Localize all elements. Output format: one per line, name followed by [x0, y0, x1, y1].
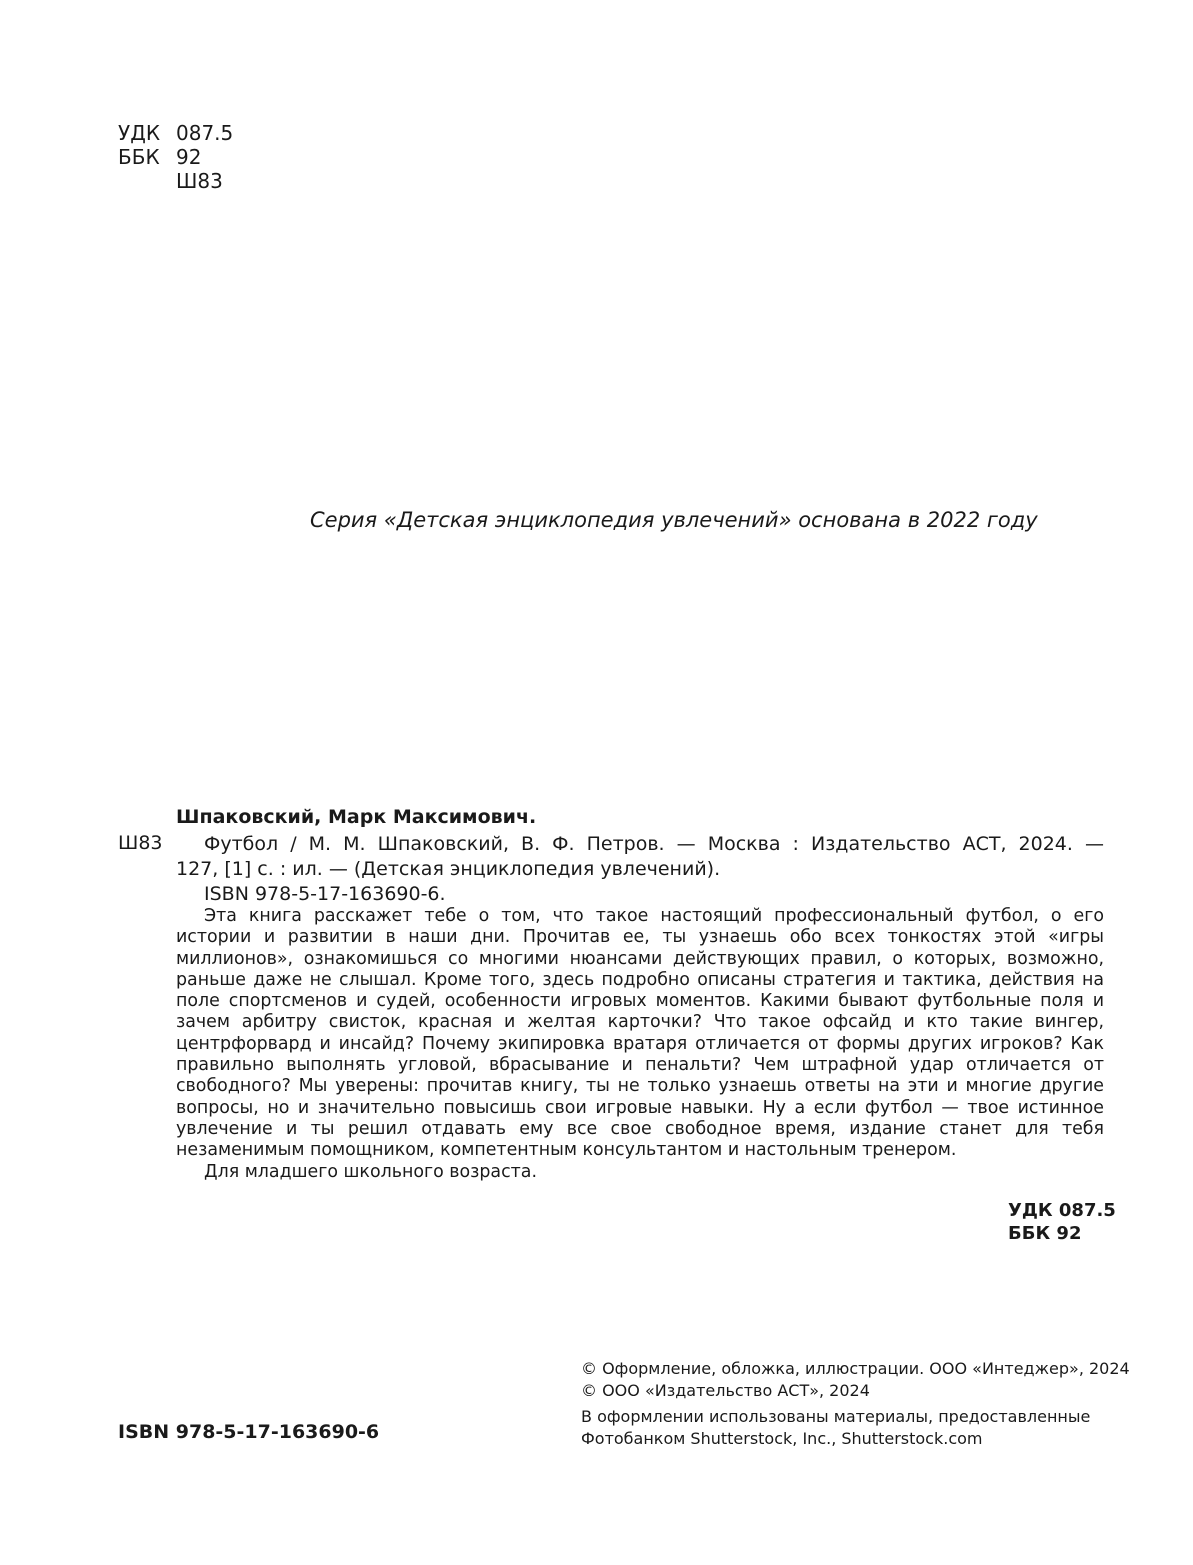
udk-row [118, 121, 233, 145]
bbk-value: 92 [176, 145, 202, 169]
author-mark-row [118, 169, 233, 193]
copyright-line-2: © ООО «Издательство АСТ», 2024 [581, 1381, 870, 1400]
isbn-line: ISBN 978-5-17-163690-6. [204, 883, 446, 905]
udk-label: УДК [118, 121, 161, 145]
author-mark-top: Ш83 [176, 169, 223, 193]
udk-value: 087.5 [176, 121, 234, 145]
author-mark: Ш83 [118, 832, 163, 854]
bbk-bottom: ББК 92 [1008, 1223, 1082, 1244]
copyright-block [581, 1358, 1130, 1450]
bibliographic-description [176, 832, 1104, 907]
copyright-line-1: © Оформление, обложка, иллюстрации. ООО «Интеджер», 2024 [581, 1359, 1130, 1378]
audience-note: Для младшего школьного возраста. [204, 1161, 537, 1182]
isbn-bottom: ISBN 978-5-17-163690-6 [118, 1421, 380, 1443]
copyright-line-3: В оформлении использованы материалы, предоставленные [581, 1407, 1091, 1426]
annotation-text: Эта книга расскажет тебе о том, что такое настоящий профессиональный футбол, о его истории и развитии в наши дни. Прочитав ее, ты узнаешь обо всех тонкостях этой «игры миллионов», ознакомишься со многими нюансами действующих правил, о которых, возможно, раньше даже не слышал. Кроме того, здесь подробно описаны стратегия и тактика, действия на поле спортсменов и судей, особенности игровых моментов. Какими бывают футбольные поля и зачем арбитру свисток, красная и желтая карточки? Что такое офсайд и кто такие вингер, центрфорвард и инсайд? Почему экипировка вратаря отличается от формы других игроков? Как правильно выполнять угловой, вбрасывание и пенальти? Чем штрафной удар отличается от свободного? Мы уверены: прочитав книгу, ты не только узнаешь ответы на эти и многие другие вопросы, но и значительно повысишь свои игровые навыки. Ну а если футбол — твое истинное увлечение и ты решил отдавать ему все свое свободное время, издание станет для тебя незаменимым помощником, компетентным консультантом и настольным тренером. [176, 906, 1104, 1161]
bottom-codes [1008, 1199, 1116, 1245]
pages-line: 127, [1] с. : ил. — (Детская энциклопедия увлечений). [176, 858, 721, 880]
annotation-block [176, 906, 1104, 1183]
copyright-line-4: Фотобанком Shutterstock, Inc., Shutterstock.com [581, 1429, 983, 1448]
title-line: Футбол / М. М. Шпаковский, В. Ф. Петров. — Москва : Издательство АСТ, 2024. — [204, 833, 1104, 855]
bbk-row [118, 145, 233, 169]
author-heading: Шпаковский, Марк Максимович. [176, 806, 537, 828]
classification-codes [118, 121, 233, 193]
udk-bottom: УДК 087.5 [1008, 1200, 1116, 1221]
bbk-label: ББК [118, 145, 160, 169]
series-note: Серия «Детская энциклопедия увлечений» основана в 2022 году [310, 508, 1038, 532]
